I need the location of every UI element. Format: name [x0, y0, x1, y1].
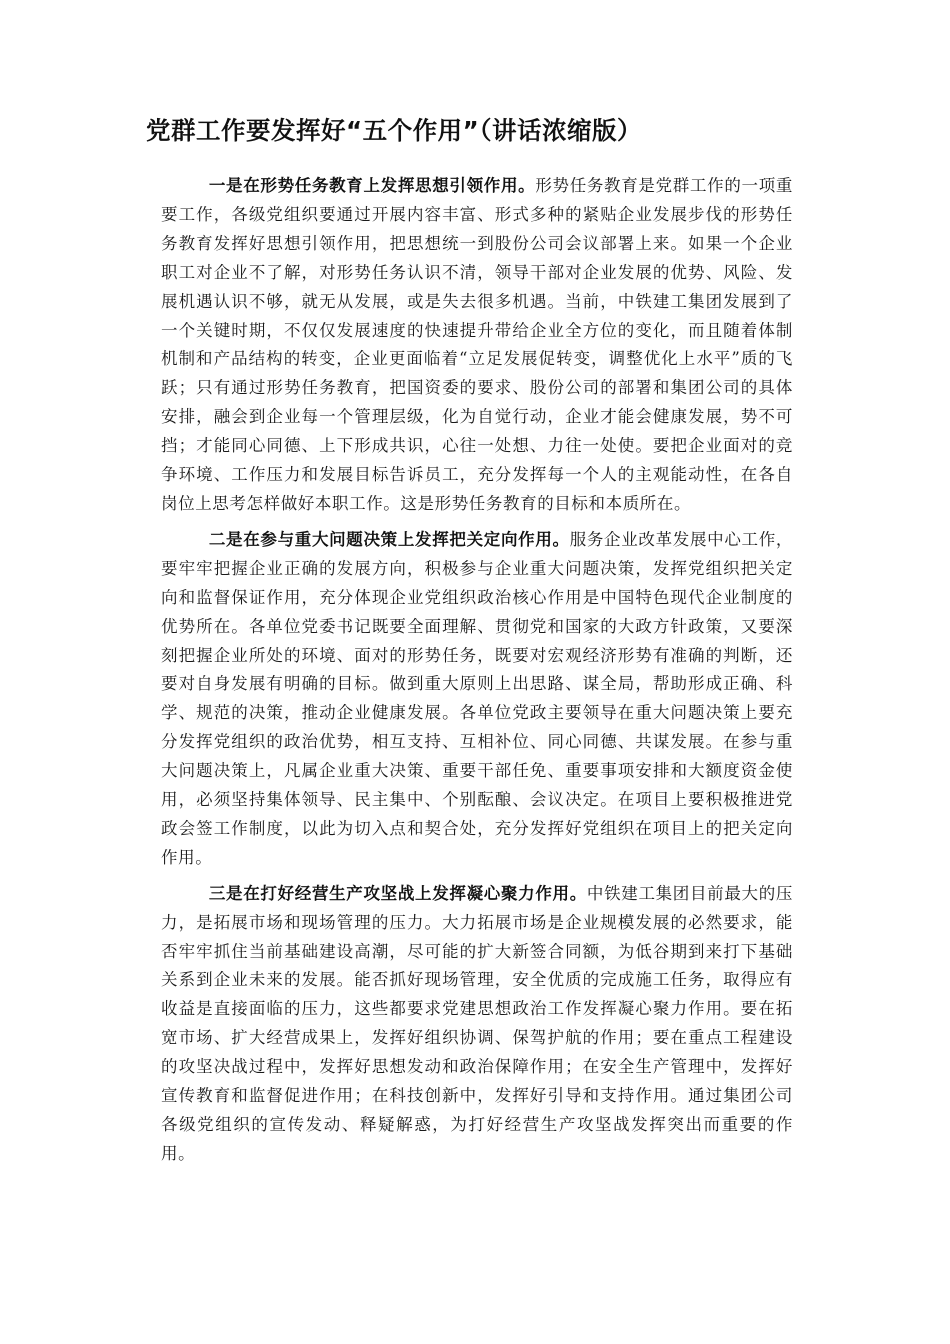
document-page — [146, 112, 794, 1176]
document-title: 党群工作要发挥好“五个作用”（讲话浓缩版） — [146, 116, 642, 145]
paragraph-2 — [161, 526, 793, 873]
paragraph-2-lead: 二是在参与重大问题决策上发挥把关定向作用。 — [208, 529, 570, 549]
paragraph-1-lead: 一是在形势任务教育上发挥思想引领作用。 — [208, 176, 536, 195]
paragraph-1 — [161, 172, 793, 519]
paragraph-3-body: 中铁建工集团目前最大的压力，是拓展市场和现场管理的压力。大力拓展市场是企业规模发展的必然要求，能否牢牢抓住当前基础建设高潮，尽可能的扩大新签合同额，为低谷期到来打下基础关系到企业未来的发展。能否抓好现场管理，安全优质的完成施工任务，取得应有收益是直接面临的压力，这些都要求党建思想政治工作发挥凝心聚力作用。要在拓宽市场、扩大经营成果上，发挥好组织协调、保驾护航的作用；要在重点工程建设的攻坚决战过程中，发挥好思想发动和政治保障作用；在安全生产管理中，发挥好宣传教育和监督促进作用；在科技创新中，发挥好引导和支持作用。通过集团公司各级党组织的宣传发动、释疑解惑，为打好经营生产攻坚战发挥突出而重要的作用。 — [161, 883, 794, 1163]
paragraph-3-lead: 三是在打好经营生产攻坚战上发挥凝心聚力作用。 — [208, 883, 587, 903]
paragraph-1-body: 形势任务教育是党群工作的一项重要工作，各级党组织要通过开展内容丰富、形式多种的紧贴企业发展步伐的形势任务教育发挥好思想引领作用，把思想统一到股份公司会议部署上来。如果一个企业职工对企业不了解，对形势任务认识不清，领导干部对企业发展的优势、风险、发展机遇认识不够，就无从发展，或是失去很多机遇。当前，中铁建工集团发展到了一个关键时期，不仅仅发展速度的快速提升带给企业全方位的变化，而且随着体制机制和产品结构的转变，企业更面临着“立足发展促转变，调整优化上水平”质的飞跃；只有通过形势任务教育，把国资委的要求、股份公司的部署和集团公司的具体安排，融会到企业每一个管理层级，化为自觉行动，企业才能会健康发展，势不可挡；才能同心同德、上下形成共识，心往一处想、力往一处使。要把企业面对的竞争环境、工作压力和发展目标告诉员工，充分发挥每一个人的主观能动性，在各自岗位上思考怎样做好本职工作。这是形势任务教育的目标和本质所在。 — [161, 176, 793, 513]
paragraph-2-body: 服务企业改革发展中心工作，要牢牢把握企业正确的发展方向，积极参与企业重大问题决策，发挥党组织把关定向和监督保证作用，充分体现企业党组织政治核心作用是中国特色现代企业制度的优势所在。各单位党委书记既要全面理解、贯彻党和国家的大政方针政策，又要深刻把握企业所处的环境、面对的形势任务，既要对宏观经济形势有准确的判断，还要对自身发展有明确的目标。做到重大原则上出思路、谋全局，帮助形成正确、科学、规范的决策，推动企业健康发展。各单位党政主要领导在重大问题决策上要充分发挥党组织的政治优势，相互支持、互相补位、同心同德、共谋发展。在参与重大问题决策上，凡属企业重大决策、重要干部任免、重要事项安排和大额度资金使用，必须坚持集体领导、民主集中、个别酝酿、会议决定。在项目上要积极推进党政会签工作制度，以此为切入点和契合处，充分发挥好党组织在项目上的把关定向作用。 — [161, 529, 793, 867]
paragraph-3 — [161, 880, 793, 1169]
